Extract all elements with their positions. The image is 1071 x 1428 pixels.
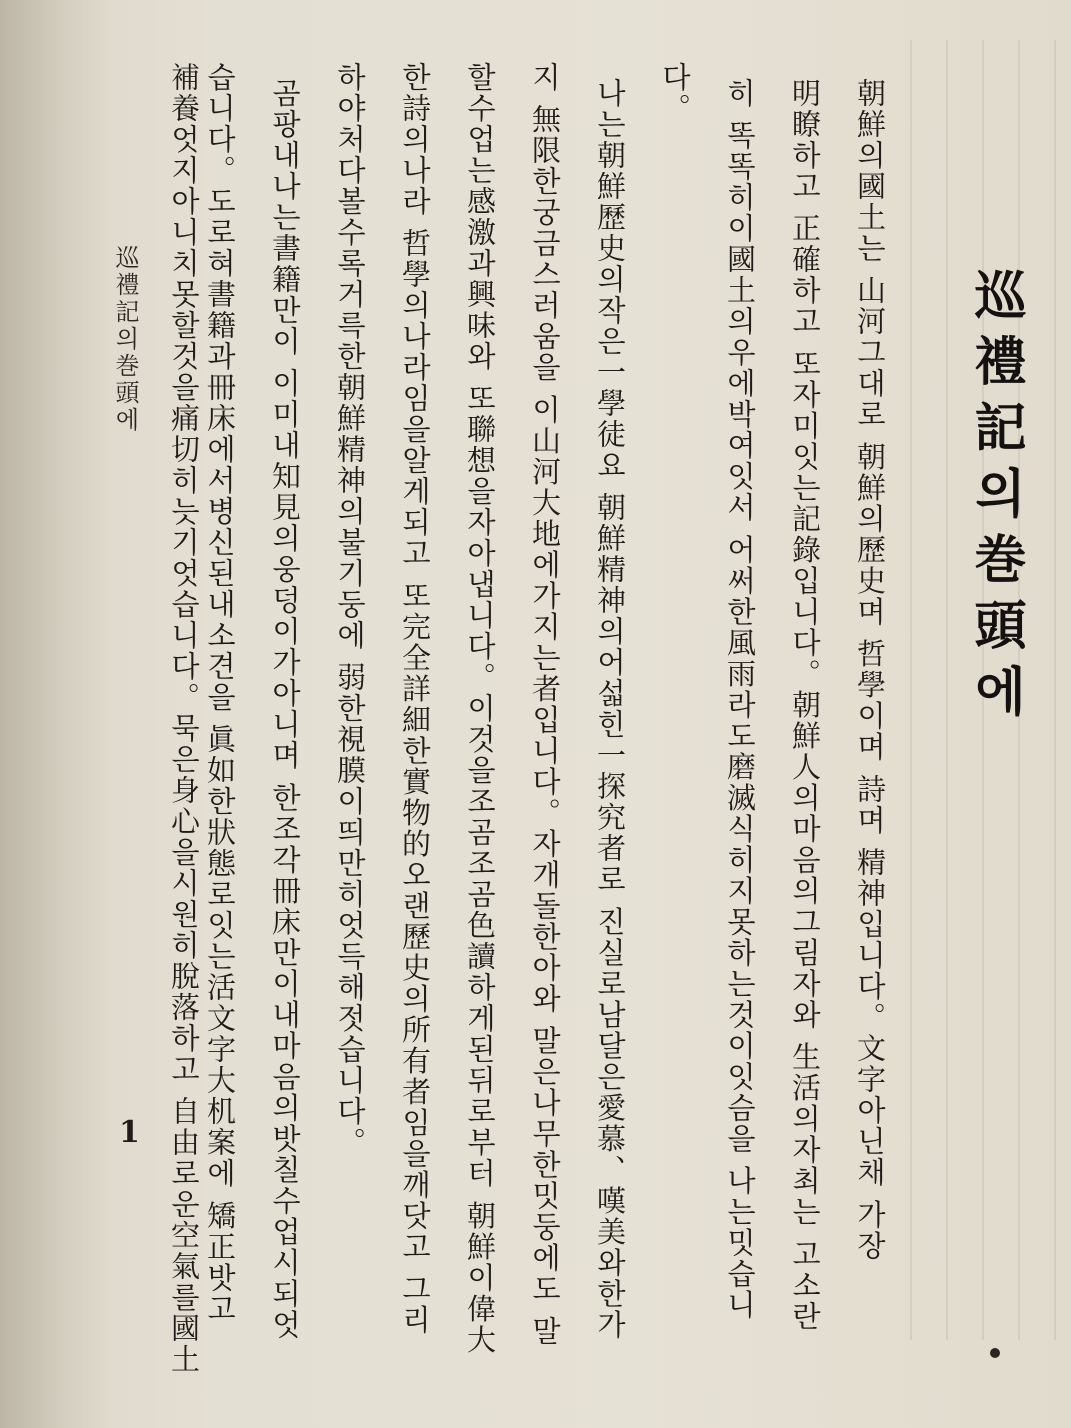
page-title: 巡禮記의巻頭에 bbox=[965, 268, 1026, 730]
bullet-mark bbox=[990, 1348, 1000, 1358]
running-head: 巡禮記의巻頭에 bbox=[111, 245, 139, 434]
text-column-2: 明瞭하고 正確하고 또자미잇는記錄입니다。朝鮮人의마음의그림자와 生活의자최는 고소란 bbox=[788, 78, 822, 1332]
text-column-4: 다。 bbox=[658, 62, 692, 124]
text-column-6: 지 無限한궁금스러움을 이山河大地에가지는者입니다。자개돌한아와 말은나무한밋둥에도 말 bbox=[528, 62, 562, 1347]
text-column-1: 朝鮮의國土는 山河그대로 朝鮮의歷史며 哲學이며 詩며 精神입니다。文字아닌채 가장 bbox=[853, 78, 887, 1262]
page-number: 1 bbox=[119, 1115, 140, 1150]
text-column-11: 습니다。도로혀書籍과冊床에서병신된내소견을 眞如한狀態로잇는活文字大机案에 矯正밧고 bbox=[203, 62, 237, 1325]
book-gutter-shadow bbox=[0, 0, 110, 1428]
text-column-9: 하야처다볼수록거륵한朝鮮精神의불기둥에 弱한視膜이띄만히엇득해젓습니다。 bbox=[333, 62, 367, 1159]
text-column-7: 할수업는感激과興味와 또聯想을자아냅니다。이것을조곰조곰色讀하게된뒤로부터 朝鮮이偉大 bbox=[463, 62, 497, 1356]
text-column-8: 한詩의나라 哲學의나라임을알게되고 또完全詳細한實物的오랜歷史의所有者임을깨닷고 그리 bbox=[398, 62, 432, 1336]
text-column-3: 히 똑똑히이國土의우에박여잇서 어써한風雨라도磨滅식히지못하는것이잇슴을 나는밋습니 bbox=[723, 78, 757, 1321]
text-column-12: 補養엇지아니치못할것을痛切히늣기엇습니다。묵은身心을시원히脫落하고 自由로운空氣를國土 bbox=[167, 62, 201, 1376]
text-column-5: 나는朝鮮歷史의작은一學徒요 朝鮮精神의어섧힌一探究者로 진실로남달은愛慕、嘆美와한가 bbox=[593, 78, 627, 1341]
text-column-10: 곰팡내나는書籍만이 이미내知見의웅덩이가아니며 한조각冊床만이내마음의밧칠수업시되엇 bbox=[268, 78, 302, 1341]
